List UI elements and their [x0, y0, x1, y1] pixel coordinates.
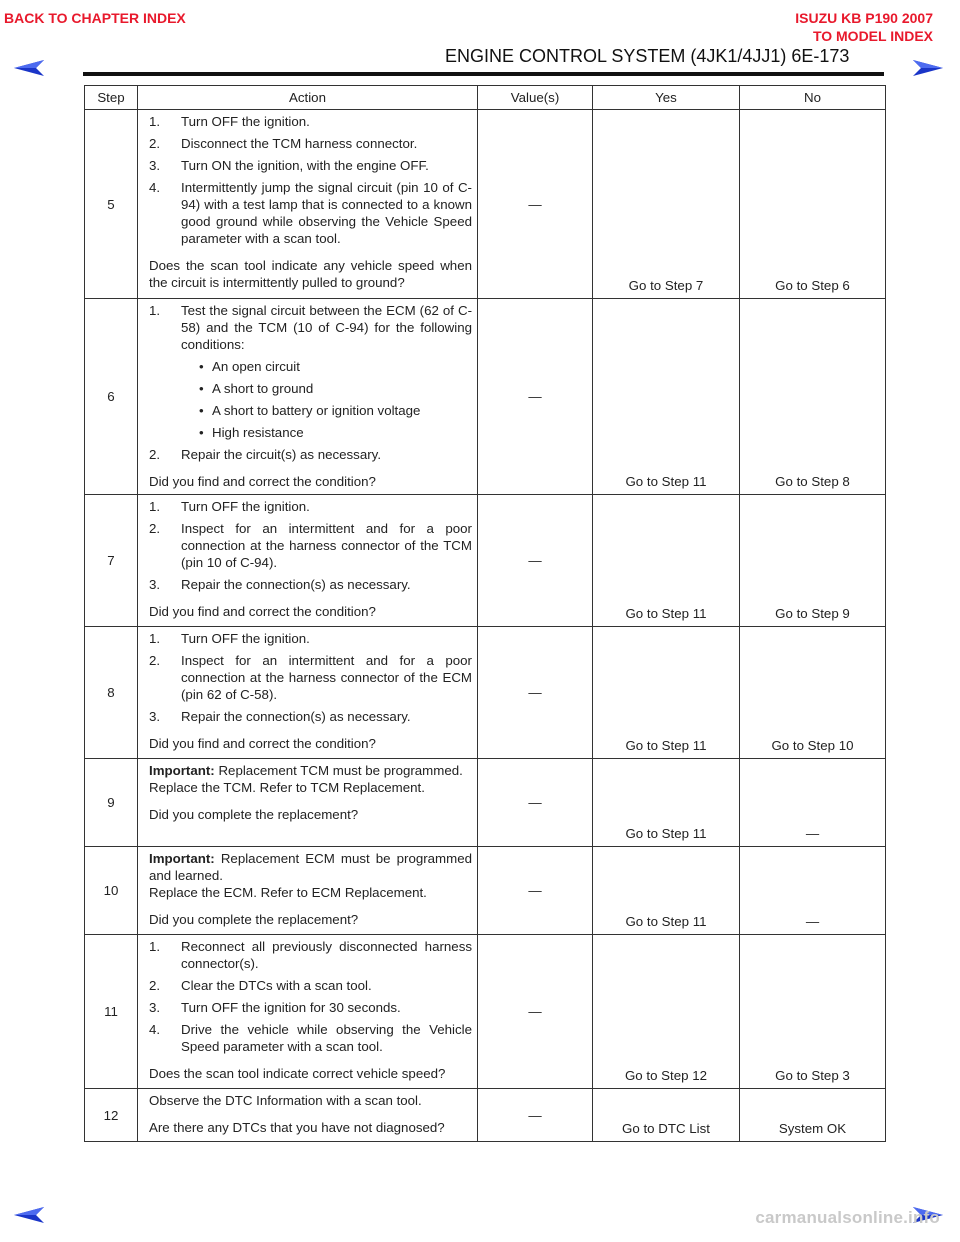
action-item: Turn OFF the ignition.	[181, 499, 310, 514]
condition-bullet: High resistance	[212, 425, 304, 440]
step-action	[138, 847, 478, 935]
column-header-action: Action	[138, 86, 478, 110]
action-question: Did you complete the replacement?	[149, 912, 359, 927]
action-item: Turn OFF the ignition.	[181, 114, 310, 129]
no-result: System OK	[740, 1089, 886, 1142]
step-number: 11	[85, 935, 138, 1089]
table-row	[85, 935, 886, 1089]
action-item: Intermittently jump the signal circuit (pin 10 of C-94) with a test lamp that is connected to a known good ground while observing the Vehicle Speed parameter with a scan tool.	[181, 180, 472, 246]
yes-result: Go to Step 11	[593, 495, 740, 627]
step-number: 6	[85, 299, 138, 495]
important-label: Important:	[149, 763, 215, 778]
next-page-arrow-icon[interactable]	[913, 58, 943, 78]
no-result: Go to Step 10	[740, 627, 886, 759]
step-action	[138, 759, 478, 847]
important-label: Important:	[149, 851, 215, 866]
action-question: Did you find and correct the condition?	[149, 604, 376, 619]
important-note: Replacement TCM must be programmed.	[218, 763, 463, 778]
no-result: —	[740, 847, 886, 935]
yes-result: Go to Step 12	[593, 935, 740, 1089]
condition-bullet: A short to battery or ignition voltage	[212, 403, 421, 418]
action-question: Did you find and correct the condition?	[149, 474, 376, 489]
watermark: carmanualsonline.info	[755, 1208, 940, 1227]
step-number: 12	[85, 1089, 138, 1142]
value-cell: —	[478, 847, 593, 935]
step-number: 8	[85, 627, 138, 759]
header-divider	[83, 72, 884, 76]
action-item: Disconnect the TCM harness connector.	[181, 136, 418, 151]
action-question: Did you complete the replacement?	[149, 807, 359, 822]
back-to-chapter-index-link[interactable]: BACK TO CHAPTER INDEX	[4, 10, 186, 26]
yes-result: Go to Step 11	[593, 759, 740, 847]
yes-result: Go to Step 11	[593, 299, 740, 495]
action-item: Clear the DTCs with a scan tool.	[181, 978, 372, 993]
step-action: 1. Turn OFF the ignition. 2. Disconnect the TCM harness connector. 3. Turn ON the ignition, with the engine OFF. 4. Intermittently jump the signal circuit (pin 10 of C-94) with a test lamp that is connected to a known good ground while observing the Vehicle Speed parameter with a scan tool. Does the scan tool indicate any vehicle speed when the circuit is intermittently pulled to ground?	[138, 110, 478, 299]
action-instruction: Observe the DTC Information with a scan tool.	[149, 1093, 422, 1108]
value-cell: —	[478, 495, 593, 627]
action-question: Does the scan tool indicate correct vehicle speed?	[149, 1066, 446, 1081]
page-title: ENGINE CONTROL SYSTEM (4JK1/4JJ1) 6E-173	[445, 46, 850, 66]
condition-bullet: An open circuit	[212, 359, 300, 374]
value-cell: —	[478, 935, 593, 1089]
action-item: Test the signal circuit between the ECM (62 of C-58) and the TCM (10 of C-94) for the following conditions:	[181, 303, 472, 352]
column-header-yes: Yes	[593, 86, 740, 110]
action-item: Repair the connection(s) as necessary.	[181, 577, 411, 592]
table-header-row	[85, 86, 886, 110]
action-instruction: Replace the TCM. Refer to TCM Replacement.	[149, 780, 425, 795]
action-item: Turn OFF the ignition for 30 seconds.	[181, 1000, 401, 1015]
value-cell: —	[478, 299, 593, 495]
yes-result: Go to DTC List	[593, 1089, 740, 1142]
action-instruction: Replace the ECM. Refer to ECM Replacement.	[149, 885, 427, 900]
step-number: 5	[85, 110, 138, 299]
table-row	[85, 495, 886, 627]
value-cell: —	[478, 110, 593, 299]
to-model-index-link[interactable]: TO MODEL INDEX	[812, 28, 933, 44]
action-question: Did you find and correct the condition?	[149, 736, 376, 751]
step-number: 7	[85, 495, 138, 627]
step-number: 9	[85, 759, 138, 847]
action-item: Inspect for an intermittent and for a poor connection at the harness connector of the TCM (pin 10 of C-94).	[181, 521, 472, 570]
no-result: —	[740, 759, 886, 847]
column-header-step: Step	[85, 86, 138, 110]
table-row	[85, 759, 886, 847]
yes-result: Go to Step 11	[593, 627, 740, 759]
no-result: Go to Step 8	[740, 299, 886, 495]
action-question: Are there any DTCs that you have not diagnosed?	[149, 1120, 445, 1135]
action-item: Repair the connection(s) as necessary.	[181, 709, 411, 724]
previous-page-arrow-icon[interactable]	[14, 58, 44, 78]
brand-model-title[interactable]: ISUZU KB P190 2007	[795, 10, 933, 26]
table-row	[85, 627, 886, 759]
action-item: Turn OFF the ignition.	[181, 631, 310, 646]
previous-page-arrow-icon[interactable]	[14, 1205, 44, 1225]
action-item: Inspect for an intermittent and for a poor connection at the harness connector of the ECM (pin 62 of C-58).	[181, 653, 472, 702]
yes-result: Go to Step 7	[593, 110, 740, 299]
no-result: Go to Step 9	[740, 495, 886, 627]
value-cell: —	[478, 627, 593, 759]
step-action	[138, 1089, 478, 1142]
step-action: 1. Turn OFF the ignition. 2. Inspect for an intermittent and for a poor connection at the harness connector of the ECM (pin 62 of C-58). 3. Repair the connection(s) as necessary. Did you find and correct the condition?	[138, 627, 478, 759]
value-cell: —	[478, 759, 593, 847]
table-row	[85, 110, 886, 299]
step-action: 1. Test the signal circuit between the ECM (62 of C-58) and the TCM (10 of C-94) for the following conditions: • An open circuit • A short to ground • A short to battery or ignition voltage • High resistance 2. Repair the circuit(s) as necessary. Did you find and correct the condition?	[138, 299, 478, 495]
table-row	[85, 299, 886, 495]
column-header-values: Value(s)	[478, 86, 593, 110]
action-item: Drive the vehicle while observing the Vehicle Speed parameter with a scan tool.	[181, 1022, 472, 1054]
action-question: Does the scan tool indicate any vehicle speed when the circuit is intermittently pulled to ground?	[149, 258, 472, 290]
step-number: 10	[85, 847, 138, 935]
no-result: Go to Step 3	[740, 935, 886, 1089]
diagnostic-table	[84, 85, 886, 1142]
action-item: Reconnect all previously disconnected harness connector(s).	[181, 939, 472, 971]
table-row	[85, 1089, 886, 1142]
step-action: 1. Reconnect all previously disconnected harness connector(s). 2. Clear the DTCs with a scan tool. 3. Turn OFF the ignition for 30 seconds. 4. Drive the vehicle while observing the Vehicle Speed parameter with a scan tool. Does the scan tool indicate correct vehicle speed?	[138, 935, 478, 1089]
yes-result: Go to Step 11	[593, 847, 740, 935]
step-action: 1. Turn OFF the ignition. 2. Inspect for an intermittent and for a poor connection at the harness connector of the TCM (pin 10 of C-94). 3. Repair the connection(s) as necessary. Did you find and correct the condition?	[138, 495, 478, 627]
table-row	[85, 847, 886, 935]
column-header-no: No	[740, 86, 886, 110]
value-cell: —	[478, 1089, 593, 1142]
no-result: Go to Step 6	[740, 110, 886, 299]
action-item: Turn ON the ignition, with the engine OFF.	[181, 158, 429, 173]
condition-bullet: A short to ground	[212, 381, 314, 396]
important-note: Replacement ECM must be programmed and learned.	[149, 851, 472, 883]
action-item: Repair the circuit(s) as necessary.	[181, 447, 382, 462]
